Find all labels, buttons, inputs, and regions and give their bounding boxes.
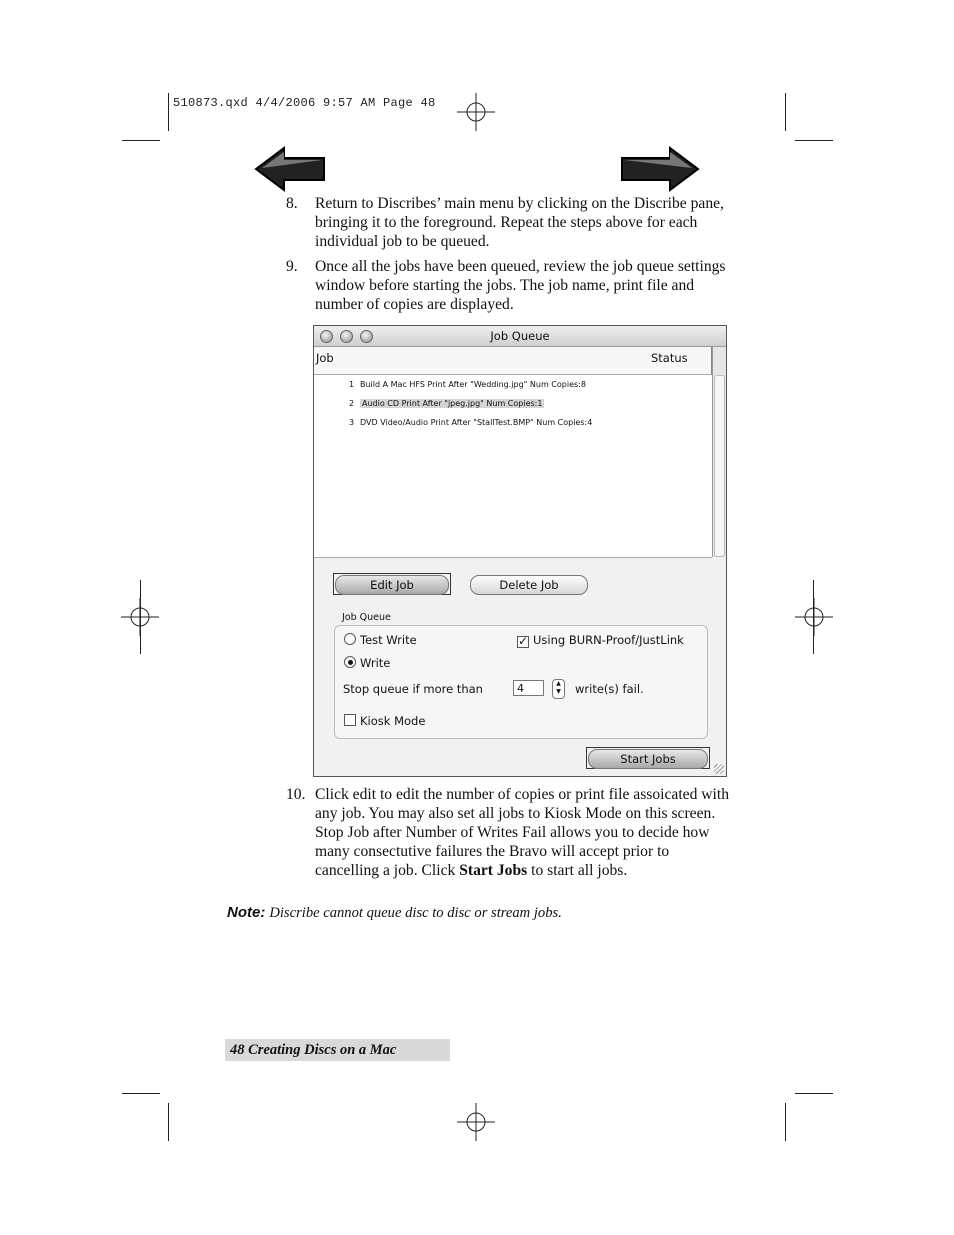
job-row[interactable] — [349, 418, 592, 427]
column-status[interactable]: Status — [651, 351, 688, 365]
job-list-header — [314, 347, 712, 375]
slug-line: 510873.qxd 4/4/2006 9:57 AM Page 48 — [173, 96, 436, 110]
step-10 — [286, 785, 731, 900]
job-queue-window — [313, 325, 727, 777]
scrollbar-thumb[interactable] — [714, 375, 725, 557]
page-footer: 48 Creating Discs on a Mac — [230, 1042, 397, 1058]
fail-count-input[interactable]: 4 — [513, 680, 544, 696]
edit-job-button[interactable]: Edit Job — [335, 575, 449, 595]
test-write-option[interactable] — [344, 633, 417, 647]
kiosk-mode-label: Kiosk Mode — [360, 714, 426, 728]
step-number: 8. — [286, 195, 298, 212]
crop-mark — [168, 1103, 169, 1141]
step-number: 9. — [286, 258, 298, 275]
crop-mark — [785, 1103, 786, 1141]
registration-mark-icon — [457, 1103, 495, 1141]
window-title: Job Queue — [490, 329, 550, 343]
step-8 — [286, 194, 731, 254]
note-label: Note: — [227, 904, 266, 921]
crop-mark — [168, 93, 169, 131]
registration-mark-icon — [795, 598, 833, 636]
burn-proof-label: Using BURN-Proof/JustLink — [533, 633, 684, 647]
checkbox-checked-icon[interactable]: ✓ — [518, 634, 529, 648]
writes-fail-label: write(s) fail. — [575, 682, 644, 696]
job-description: Build A Mac HFS Print After "Wedding.jpg" Num Copies:8 — [360, 380, 586, 389]
crop-mark — [122, 140, 160, 141]
step-text: Return to Discribes’ main menu by clicking on the Discribe pane, bringing it to the foreground. Repeat the steps above for each individual job to be queued. — [315, 195, 724, 250]
write-option[interactable] — [344, 656, 390, 670]
start-jobs-emphasis: Start Jobs — [459, 862, 528, 879]
write-label: Write — [360, 656, 391, 670]
delete-job-button[interactable]: Delete Job — [470, 575, 588, 595]
job-row[interactable] — [349, 380, 586, 389]
step-9 — [286, 257, 731, 317]
radio-selected-icon[interactable] — [344, 656, 356, 668]
job-description: DVD Video/Audio Print After "StallTest.BMP" Num Copies:4 — [360, 418, 593, 427]
note-text: Discribe cannot queue disc to disc or stream jobs. — [269, 905, 562, 921]
job-row-selected[interactable] — [349, 399, 544, 408]
kiosk-mode-option[interactable] — [344, 714, 425, 728]
resize-grip-icon[interactable] — [714, 764, 724, 774]
back-arrow-icon[interactable] — [254, 146, 328, 192]
step-text: Once all the jobs have been queued, review the job queue settings window before starting the jobs. The job name, print file and number of copies are displayed. — [315, 258, 726, 313]
column-job[interactable]: Job — [316, 351, 334, 365]
job-number: 2 — [349, 399, 355, 408]
radio-icon[interactable] — [344, 633, 356, 645]
forward-arrow-icon[interactable] — [620, 146, 700, 192]
registration-line — [140, 580, 141, 654]
checkbox-icon[interactable] — [344, 714, 356, 726]
registration-mark-icon — [457, 93, 495, 131]
start-jobs-button[interactable]: Start Jobs — [588, 749, 708, 769]
crop-mark — [795, 1093, 833, 1094]
test-write-label: Test Write — [360, 633, 417, 647]
job-list — [314, 375, 712, 558]
job-number: 3 — [349, 418, 355, 427]
step-text-part: Click edit to edit the number of copies or print file assoicated with any job. You may also set all jobs to Kiosk Mode on this screen. Stop Job after Number of Writes Fail allows you to decide how many consectutive failures the Bravo will accept prior to cancelling a job. Click — [315, 786, 729, 879]
crop-mark — [795, 140, 833, 141]
window-titlebar — [314, 326, 726, 347]
stop-queue-label: Stop queue if more than — [343, 682, 483, 696]
crop-mark — [785, 93, 786, 131]
step-text — [315, 785, 731, 880]
job-description: Audio CD Print After "jpeg.jpg" Num Copies:1 — [362, 399, 543, 408]
burn-proof-option[interactable] — [517, 633, 684, 648]
job-number: 1 — [349, 380, 355, 389]
group-label: Job Queue — [342, 612, 391, 623]
step-text-part: to start all jobs. — [527, 862, 628, 879]
scrollbar[interactable] — [712, 347, 726, 557]
registration-line — [813, 580, 814, 654]
fail-count-stepper[interactable]: ▲ ▼ — [552, 679, 565, 699]
note — [227, 904, 562, 922]
step-number: 10. — [286, 786, 306, 803]
crop-mark — [122, 1093, 160, 1094]
